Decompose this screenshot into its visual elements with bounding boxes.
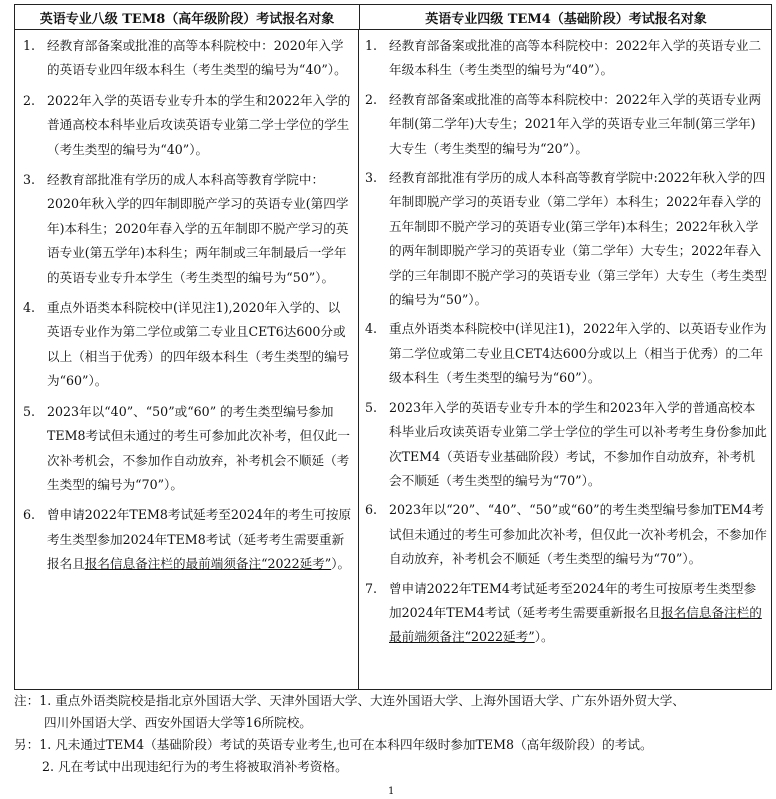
tem8-item	[23, 503, 352, 576]
item-number: 6.	[23, 507, 36, 523]
item-text: 经教育部备案或批准的高等本科院校中：2020年入学的英语专业四年级本科生（考生类型的编号为“40”）。	[47, 38, 347, 78]
header-tem8: 英语专业八级 TEM8（高年级阶段）考试报名对象	[15, 5, 360, 29]
item-number: 5.	[23, 403, 36, 419]
tem4-item	[365, 317, 767, 390]
other-2: 2. 凡在考试中出现违纪行为的考生将被取消补考资格。	[42, 759, 348, 774]
item-number: 5.	[365, 399, 378, 415]
tem4-item	[365, 166, 767, 312]
item-number: 2.	[365, 91, 378, 107]
item-number: 3.	[365, 170, 378, 186]
item-number: 2.	[23, 92, 36, 108]
tem4-column	[359, 30, 771, 689]
item-number: 4.	[365, 321, 378, 337]
item-number: 1.	[23, 38, 36, 53]
table-header	[15, 5, 771, 30]
other-prefix: 另：	[14, 737, 40, 752]
underlined-remark: 报名信息备注栏的最前端须备注“2022延考”	[84, 556, 332, 572]
item-text-part: ）。	[331, 556, 351, 572]
tem8-item	[23, 400, 352, 498]
item-text: 经教育部备案或批准的高等本科院校中：2022年入学的英语专业两年制(第二学年)大专生；2021年入学的英语专业三年制(第三学年)大专生（考生类型的编号为“20”）。	[389, 91, 762, 156]
note-1-continued: 四川外国语大学、西安外国语大学等16所院校。	[44, 715, 312, 730]
tem8-item	[23, 89, 352, 162]
item-text: 2023年以“20”、“40”、“50”或“60”的考生类型编号参加TEM4考试但未通过的考生可参加此次补考，但仅此一次补考机会，不参加作自动放弃，补考机会不顺延（考生类型的编号为“70”）。	[389, 502, 767, 567]
note-prefix: 注：	[14, 693, 40, 708]
footnotes	[14, 690, 772, 778]
item-number: 6.	[365, 502, 378, 518]
other-1	[14, 734, 772, 756]
note-1	[14, 690, 772, 712]
tem4-item	[365, 396, 767, 494]
underlined-remark: 报名信息备注栏的最前端须备注“2022延考”	[389, 604, 762, 645]
item-text-part: 曾申请2022年TEM8考试延考至2024年的考生可按原考生类型参加2024年TEM8考试（延考考生需要重新报名且	[47, 507, 352, 572]
tem8-item	[23, 296, 352, 394]
tem4-item	[365, 498, 767, 571]
item-text: 经教育部批准有学历的成人本科高等教育学院中：2020年秋入学的四年制即脱产学习的英语专业(第四学年)本科生；2020年春入学的五年制即不脱产学习的英语专业(第五学年)本科生；两年制或三年制最后一学年的英语专业专升本学生（考生类型的编号为“50”）。	[47, 172, 349, 285]
tem4-item	[365, 34, 767, 83]
registration-table	[14, 4, 772, 690]
item-text	[47, 503, 352, 576]
page-number: 1	[388, 786, 395, 797]
item-text-part: 曾申请2022年TEM4考试延考至2024年的考生可按原考生类型参加2024年TEM4考试（延考考生需要重新报名且	[389, 580, 757, 620]
table-body	[15, 30, 771, 689]
item-text: 经教育部批准有学历的成人本科高等教育学院中:2022年秋入学的四年制即脱产学习的英语专业（第二学年）本科生；2022年春入学的五年制即不脱产学习的英语专业(第三学年)本科生；2022年秋入学的两年制即脱产学习的英语专业（第二学年）大专生；2022年春入学的三年制即不脱产学习的英语专业（第三学年）大专生（考生类型的编号为“50”）。	[389, 170, 767, 308]
tem8-item	[23, 34, 352, 83]
tem8-column	[15, 30, 359, 689]
item-text: 2023年以“40”、“50”或“60” 的考生类型编号参加TEM8考试但未通过的考生可参加此次补考，但仅此一次补考机会，不参加作自动放弃，补考机会不顺延（考生类型的编号为“70”）。	[47, 403, 350, 492]
item-text: 2022年入学的英语专业专升本的学生和2022年入学的普通高校本科毕业后攻读英语专业第二学士学位的学生（考生类型的编号为“40”）。	[47, 92, 351, 157]
item-text: 重点外语类本科院校中(详见注1)，2022年入学的、以英语专业作为第二学位或第二专业且CET4达600分或以上（相当于优秀）的二年级本科生（考生类型的编号为“60”）。	[389, 321, 767, 386]
tem8-item	[23, 168, 352, 290]
item-text	[389, 577, 767, 650]
item-number: 1.	[365, 38, 378, 53]
item-text: 2023年入学的英语专业专升本的学生和2023年入学的普通高校本科毕业后攻读英语专业第二学士学位的学生可以补考考生身份参加此次TEM4（英语专业基础阶段）考试，不参加作自动放弃，补考机会不顺延（考生类型的编号为“70”）。	[389, 399, 767, 488]
tem4-item	[365, 577, 767, 650]
item-text: 重点外语类本科院校中(详见注1),2020年入学的、以英语专业作为第二学位或第二专业且CET6达600分或以上（相当于优秀）的四年级本科生（考生类型的编号为“60”）。	[47, 300, 350, 389]
item-number: 4.	[23, 300, 36, 316]
other-1-text: 1. 凡未通过TEM4（基础阶段）考试的英语专业考生,也可在本科四年级时参加TEM8（高年级阶段）的考试。	[39, 737, 653, 752]
tem4-item	[365, 88, 767, 161]
item-number: 3.	[23, 172, 36, 188]
item-text: 经教育部备案或批准的高等本科院校中：2022年入学的英语专业二年级本科生（考生类型的编号为“40”）。	[389, 38, 762, 78]
note-1-text: 1. 重点外语类院校是指北京外国语大学、天津外国语大学、大连外国语大学、上海外国语大学、广东外语外贸大学、	[39, 693, 685, 708]
item-number: 7.	[365, 580, 378, 596]
item-text-part: ）。	[534, 629, 554, 645]
header-tem4: 英语专业四级 TEM4（基础阶段）考试报名对象	[425, 11, 707, 27]
